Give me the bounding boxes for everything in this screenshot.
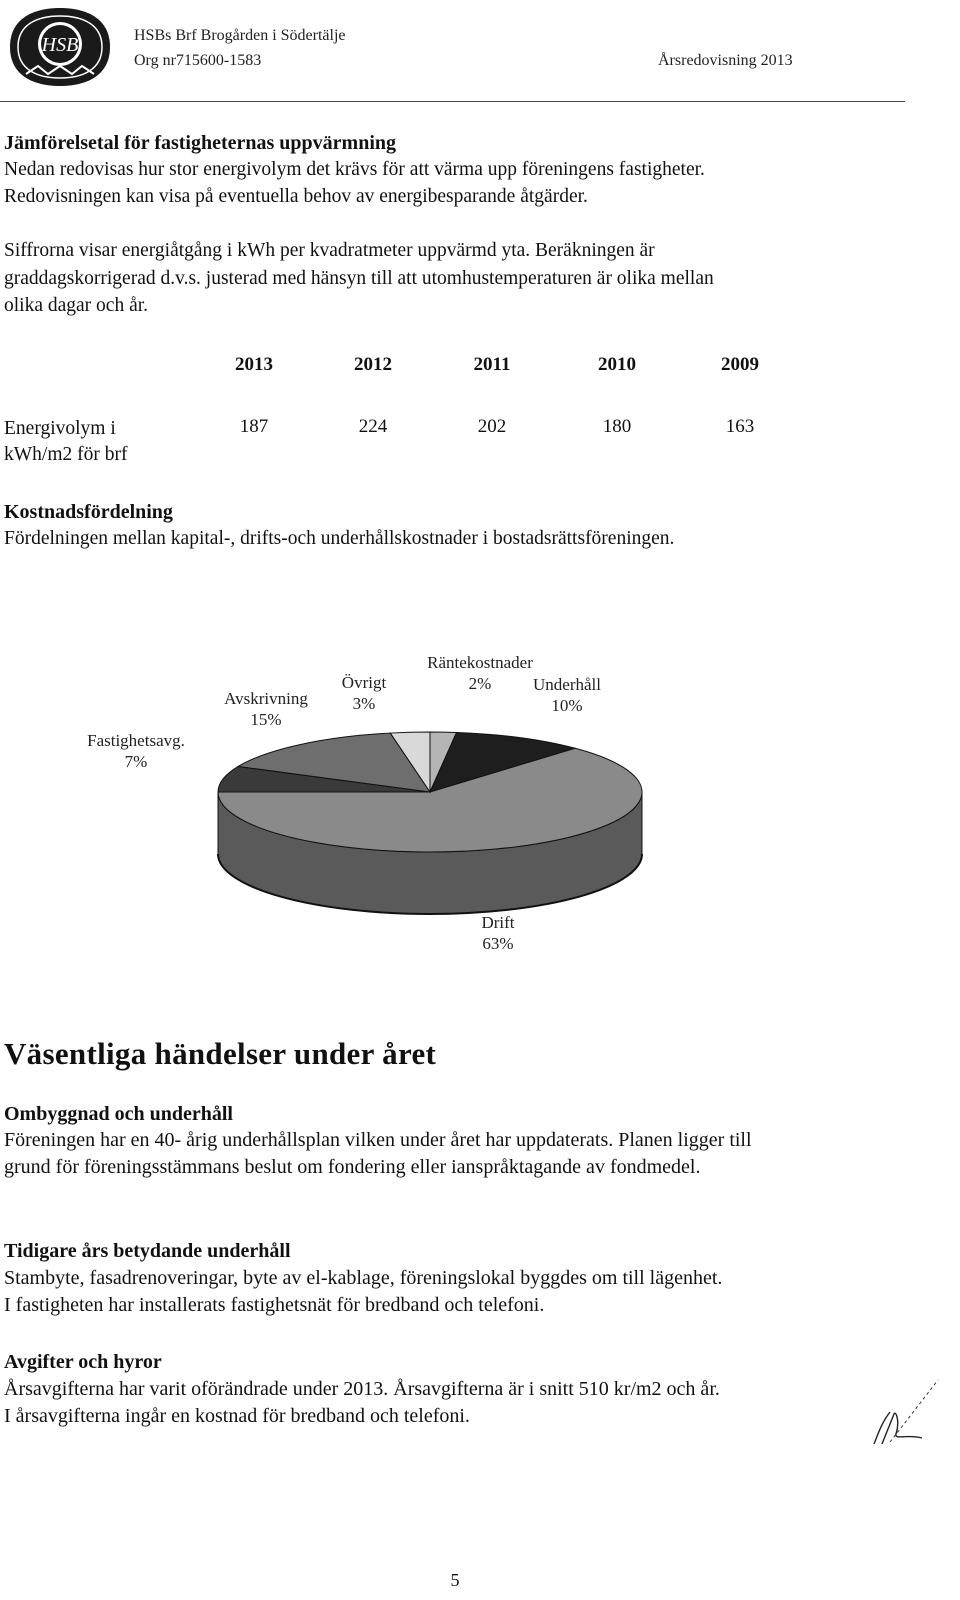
signature-initials: [860, 1372, 950, 1452]
pie-label-drift: [448, 912, 548, 954]
events-s3-line2: I årsavgifterna ingår en kostnad för bredband och telefoni.: [4, 1405, 470, 1427]
energy-row-label-line2: kWh/m2 för brf: [4, 444, 128, 465]
pie-label-pct: 15%: [250, 710, 282, 729]
pie-label-underhall: [512, 674, 622, 716]
events-s3-line1: Årsavgifterna har varit oförändrade under 2013. Årsavgifterna är i snitt 510 kr/m2 och år.: [4, 1378, 720, 1400]
events-s1-line1: Föreningen har en 40- årig underhållsplan vilken under året har uppdaterats. Planen ligger till: [4, 1129, 752, 1151]
energy-value: 202: [477, 416, 507, 437]
pie-label-pct: 3%: [352, 694, 376, 713]
pie-label-name: Underhåll: [533, 675, 601, 694]
pie-label-fastighetsavg: [76, 730, 196, 772]
cost-text: Fördelningen mellan kapital-, drifts-och underhållskostnader i bostadsrättsföreningen.: [4, 528, 675, 549]
year-header: 2011: [473, 354, 511, 375]
year-header: 2009: [721, 354, 759, 375]
pie-label-pct: 7%: [124, 752, 148, 771]
heating-p2-line2: graddagskorrigerad d.v.s. justerad med hänsyn till att utomhustemperaturen är olika mellan: [4, 268, 714, 289]
energy-value: 180: [602, 416, 632, 437]
events-s2-title: Tidigare års betydande underhåll: [4, 1240, 291, 1262]
pie-label-avskrivning: [206, 688, 326, 730]
heating-p2-line3: olika dagar och år.: [4, 295, 149, 316]
events-s3-title: Avgifter och hyror: [4, 1351, 162, 1373]
page-number: 5: [450, 1570, 460, 1590]
energy-row-label-line1: Energivolym i: [4, 418, 116, 439]
events-s2-line1: Stambyte, fasadrenoveringar, byte av el-kablage, föreningslokal byggdes om till lägenhet.: [4, 1267, 723, 1289]
energy-value: 187: [239, 416, 269, 437]
pie-label-name: Avskrivning: [224, 689, 308, 708]
svg-text:HSB: HSB: [41, 34, 79, 56]
year-header: 2012: [354, 354, 392, 375]
events-s1-line2: grund för föreningsstämmans beslut om fondering eller ianspråktagande av fondmedel.: [4, 1156, 701, 1178]
pie-label-ovrigt: [324, 672, 404, 714]
year-header: 2013: [235, 354, 273, 375]
events-title: Väsentliga händelser under året: [4, 1036, 437, 1071]
pie-label-name: Drift: [481, 913, 515, 932]
heating-p2-line1: Siffrorna visar energiåtgång i kWh per kvadratmeter uppvärmd yta. Beräkningen är: [4, 240, 655, 261]
heating-title: Jämförelsetal för fastigheternas uppvärmning: [4, 132, 397, 154]
pie-label-name: Fastighetsavg.: [87, 731, 185, 750]
pie-label-pct: 10%: [551, 696, 583, 715]
report-title: Årsredovisning 2013: [658, 52, 793, 69]
events-s1-title: Ombyggnad och underhåll: [4, 1103, 233, 1125]
org-number: Org nr715600-1583: [134, 52, 262, 69]
heating-p1-line2: Redovisningen kan visa på eventuella behov av energibesparande åtgärder.: [4, 186, 588, 207]
pie-label-name: Räntekostnader: [427, 653, 533, 672]
pie-label-pct: 2%: [468, 674, 492, 693]
pie-label-pct: 63%: [482, 934, 514, 953]
energy-value: 224: [358, 416, 388, 437]
pie-label-name: Övrigt: [341, 673, 387, 692]
year-header: 2010: [598, 354, 636, 375]
cost-title: Kostnadsfördelning: [4, 501, 173, 523]
org-name: HSBs Brf Brogården i Södertälje: [134, 27, 346, 44]
heating-p1-line1: Nedan redovisas hur stor energivolym det krävs för att värma upp föreningens fastigheter.: [4, 159, 705, 180]
events-s2-line2: I fastigheten har installerats fastighetsnät för bredband och telefoni.: [4, 1294, 545, 1316]
energy-value: 163: [725, 416, 755, 437]
